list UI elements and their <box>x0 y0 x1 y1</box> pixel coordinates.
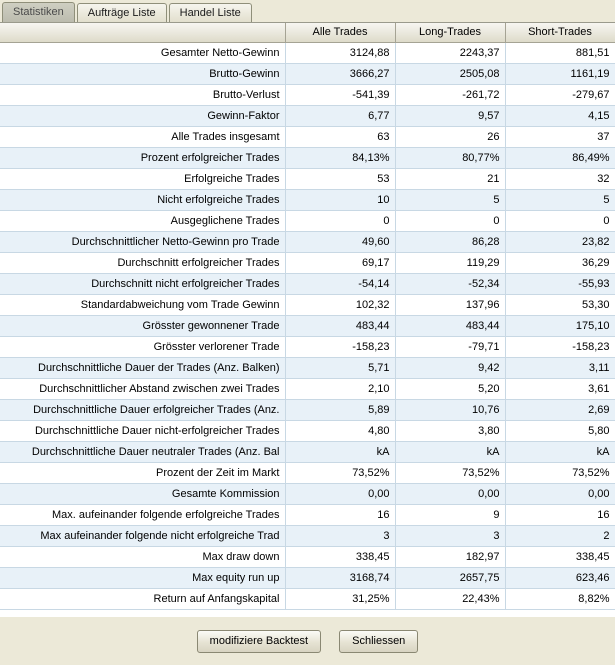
row-label: Ausgeglichene Trades <box>0 210 285 231</box>
row-value-3: 3,11 <box>505 357 615 378</box>
row-value-2: 2505,08 <box>395 63 505 84</box>
table-row[interactable] <box>0 63 615 84</box>
row-label: Max equity run up <box>0 567 285 588</box>
table-row[interactable] <box>0 483 615 504</box>
row-value-2: kA <box>395 441 505 462</box>
row-label: Durchschnitt erfolgreicher Trades <box>0 252 285 273</box>
row-label: Prozent der Zeit im Markt <box>0 462 285 483</box>
row-value-1: 69,17 <box>285 252 395 273</box>
row-value-1: -158,23 <box>285 336 395 357</box>
row-value-2: 73,52% <box>395 462 505 483</box>
row-value-1: 84,13% <box>285 147 395 168</box>
row-value-2: 119,29 <box>395 252 505 273</box>
row-value-2: 10,76 <box>395 399 505 420</box>
table-header <box>0 23 615 42</box>
row-value-1: 10 <box>285 189 395 210</box>
row-label: Durchschnitt nicht erfolgreicher Trades <box>0 273 285 294</box>
table-row[interactable] <box>0 546 615 567</box>
table-row[interactable] <box>0 420 615 441</box>
table-row[interactable] <box>0 126 615 147</box>
row-value-2: 22,43% <box>395 588 505 609</box>
table-row[interactable] <box>0 105 615 126</box>
row-value-1: 16 <box>285 504 395 525</box>
row-value-3: 623,46 <box>505 567 615 588</box>
table-row[interactable] <box>0 294 615 315</box>
row-value-3: 8,82% <box>505 588 615 609</box>
row-value-1: 5,71 <box>285 357 395 378</box>
tab-strip <box>0 0 615 22</box>
row-value-2: 80,77% <box>395 147 505 168</box>
row-value-3: 73,52% <box>505 462 615 483</box>
row-value-2: 9,42 <box>395 357 505 378</box>
row-value-3: 5,80 <box>505 420 615 441</box>
row-value-3: 0,00 <box>505 483 615 504</box>
row-label: Prozent erfolgreicher Trades <box>0 147 285 168</box>
row-value-1: 3124,88 <box>285 42 395 63</box>
row-value-2: 3,80 <box>395 420 505 441</box>
row-label: Max aufeinander folgende nicht erfolgreiche Trad <box>0 525 285 546</box>
table-row[interactable] <box>0 231 615 252</box>
table-row[interactable] <box>0 252 615 273</box>
table-row[interactable] <box>0 147 615 168</box>
row-value-1: 483,44 <box>285 315 395 336</box>
table-row[interactable] <box>0 42 615 63</box>
row-value-3: 37 <box>505 126 615 147</box>
row-value-1: 53 <box>285 168 395 189</box>
row-value-1: 6,77 <box>285 105 395 126</box>
row-value-3: 4,15 <box>505 105 615 126</box>
row-value-1: 31,25% <box>285 588 395 609</box>
row-value-1: 102,32 <box>285 294 395 315</box>
row-value-3: 23,82 <box>505 231 615 252</box>
table-row[interactable] <box>0 273 615 294</box>
row-value-3: 2 <box>505 525 615 546</box>
row-label: Durchschnittlicher Abstand zwischen zwei Trades <box>0 378 285 399</box>
row-value-3: 1161,19 <box>505 63 615 84</box>
row-value-1: 3 <box>285 525 395 546</box>
row-label: Durchschnittliche Dauer erfolgreicher Trades (Anz. <box>0 399 285 420</box>
table-row[interactable] <box>0 441 615 462</box>
row-value-2: 182,97 <box>395 546 505 567</box>
row-label: Max draw down <box>0 546 285 567</box>
table-row[interactable] <box>0 567 615 588</box>
row-label: Brutto-Gewinn <box>0 63 285 84</box>
table-row[interactable] <box>0 189 615 210</box>
tab-0[interactable]: Statistiken <box>2 2 75 22</box>
row-value-1: 3168,74 <box>285 567 395 588</box>
row-value-1: 4,80 <box>285 420 395 441</box>
table-header-col-3[interactable]: Short-Trades <box>505 23 615 42</box>
table-row[interactable] <box>0 588 615 609</box>
row-value-1: 5,89 <box>285 399 395 420</box>
row-value-1: 2,10 <box>285 378 395 399</box>
row-value-3: kA <box>505 441 615 462</box>
row-value-3: 881,51 <box>505 42 615 63</box>
row-value-3: 16 <box>505 504 615 525</box>
row-label: Grösster gewonnener Trade <box>0 315 285 336</box>
row-value-3: -55,93 <box>505 273 615 294</box>
close-button[interactable]: Schliessen <box>339 630 418 653</box>
table-row[interactable] <box>0 504 615 525</box>
row-label: Nicht erfolgreiche Trades <box>0 189 285 210</box>
row-label: Durchschnittliche Dauer neutraler Trades (Anz. Bal <box>0 441 285 462</box>
row-value-3: 5 <box>505 189 615 210</box>
row-label: Max. aufeinander folgende erfolgreiche Trades <box>0 504 285 525</box>
row-value-3: 0 <box>505 210 615 231</box>
row-value-3: 53,30 <box>505 294 615 315</box>
row-value-1: 0,00 <box>285 483 395 504</box>
row-value-2: 483,44 <box>395 315 505 336</box>
row-label: Standardabweichung vom Trade Gewinn <box>0 294 285 315</box>
tab-2[interactable]: Handel Liste <box>169 3 252 22</box>
table-row[interactable] <box>0 84 615 105</box>
row-value-1: -541,39 <box>285 84 395 105</box>
row-value-2: 9,57 <box>395 105 505 126</box>
table-row[interactable] <box>0 315 615 336</box>
row-value-2: 5,20 <box>395 378 505 399</box>
row-value-1: 49,60 <box>285 231 395 252</box>
row-value-2: 0 <box>395 210 505 231</box>
row-label: Alle Trades insgesamt <box>0 126 285 147</box>
statistics-table <box>0 23 615 610</box>
modify-backtest-button[interactable]: modifiziere Backtest <box>197 630 321 653</box>
row-value-3: -158,23 <box>505 336 615 357</box>
row-value-1: 0 <box>285 210 395 231</box>
row-value-1: 3666,27 <box>285 63 395 84</box>
row-value-3: 175,10 <box>505 315 615 336</box>
row-value-1: 73,52% <box>285 462 395 483</box>
row-value-3: -279,67 <box>505 84 615 105</box>
row-value-2: 137,96 <box>395 294 505 315</box>
table-row[interactable] <box>0 399 615 420</box>
table-row[interactable] <box>0 378 615 399</box>
row-value-3: 2,69 <box>505 399 615 420</box>
row-value-2: 9 <box>395 504 505 525</box>
row-value-1: 338,45 <box>285 546 395 567</box>
row-label: Gesamte Kommission <box>0 483 285 504</box>
row-value-2: 2657,75 <box>395 567 505 588</box>
row-label: Erfolgreiche Trades <box>0 168 285 189</box>
table-header-col-1[interactable]: Alle Trades <box>285 23 395 42</box>
row-value-2: 0,00 <box>395 483 505 504</box>
statistics-table-container[interactable] <box>0 22 615 617</box>
row-value-3: 36,29 <box>505 252 615 273</box>
row-value-3: 86,49% <box>505 147 615 168</box>
row-value-2: -52,34 <box>395 273 505 294</box>
row-label: Gesamter Netto-Gewinn <box>0 42 285 63</box>
row-value-2: 86,28 <box>395 231 505 252</box>
row-value-2: 5 <box>395 189 505 210</box>
footer-button-bar <box>0 617 615 665</box>
row-label: Durchschnittliche Dauer nicht-erfolgreicher Trades <box>0 420 285 441</box>
table-row[interactable] <box>0 168 615 189</box>
row-label: Brutto-Verlust <box>0 84 285 105</box>
table-body <box>0 42 615 609</box>
row-value-2: 3 <box>395 525 505 546</box>
table-row[interactable] <box>0 210 615 231</box>
table-row[interactable] <box>0 357 615 378</box>
row-label: Durchschnittlicher Netto-Gewinn pro Trade <box>0 231 285 252</box>
row-value-3: 32 <box>505 168 615 189</box>
row-value-2: -79,71 <box>395 336 505 357</box>
table-row[interactable] <box>0 336 615 357</box>
tab-1[interactable]: Aufträge Liste <box>77 3 167 22</box>
row-value-1: -54,14 <box>285 273 395 294</box>
row-value-1: 63 <box>285 126 395 147</box>
table-row[interactable] <box>0 462 615 483</box>
row-value-2: -261,72 <box>395 84 505 105</box>
row-label: Grösster verlorener Trade <box>0 336 285 357</box>
row-value-2: 26 <box>395 126 505 147</box>
row-value-3: 338,45 <box>505 546 615 567</box>
row-value-3: 3,61 <box>505 378 615 399</box>
table-header-row <box>0 23 615 42</box>
row-value-2: 2243,37 <box>395 42 505 63</box>
row-label: Gewinn-Faktor <box>0 105 285 126</box>
row-label: Return auf Anfangskapital <box>0 588 285 609</box>
row-label: Durchschnittliche Dauer der Trades (Anz. Balken) <box>0 357 285 378</box>
table-header-col-2[interactable]: Long-Trades <box>395 23 505 42</box>
table-header-corner[interactable] <box>0 23 285 42</box>
table-row[interactable] <box>0 525 615 546</box>
row-value-1: kA <box>285 441 395 462</box>
row-value-2: 21 <box>395 168 505 189</box>
